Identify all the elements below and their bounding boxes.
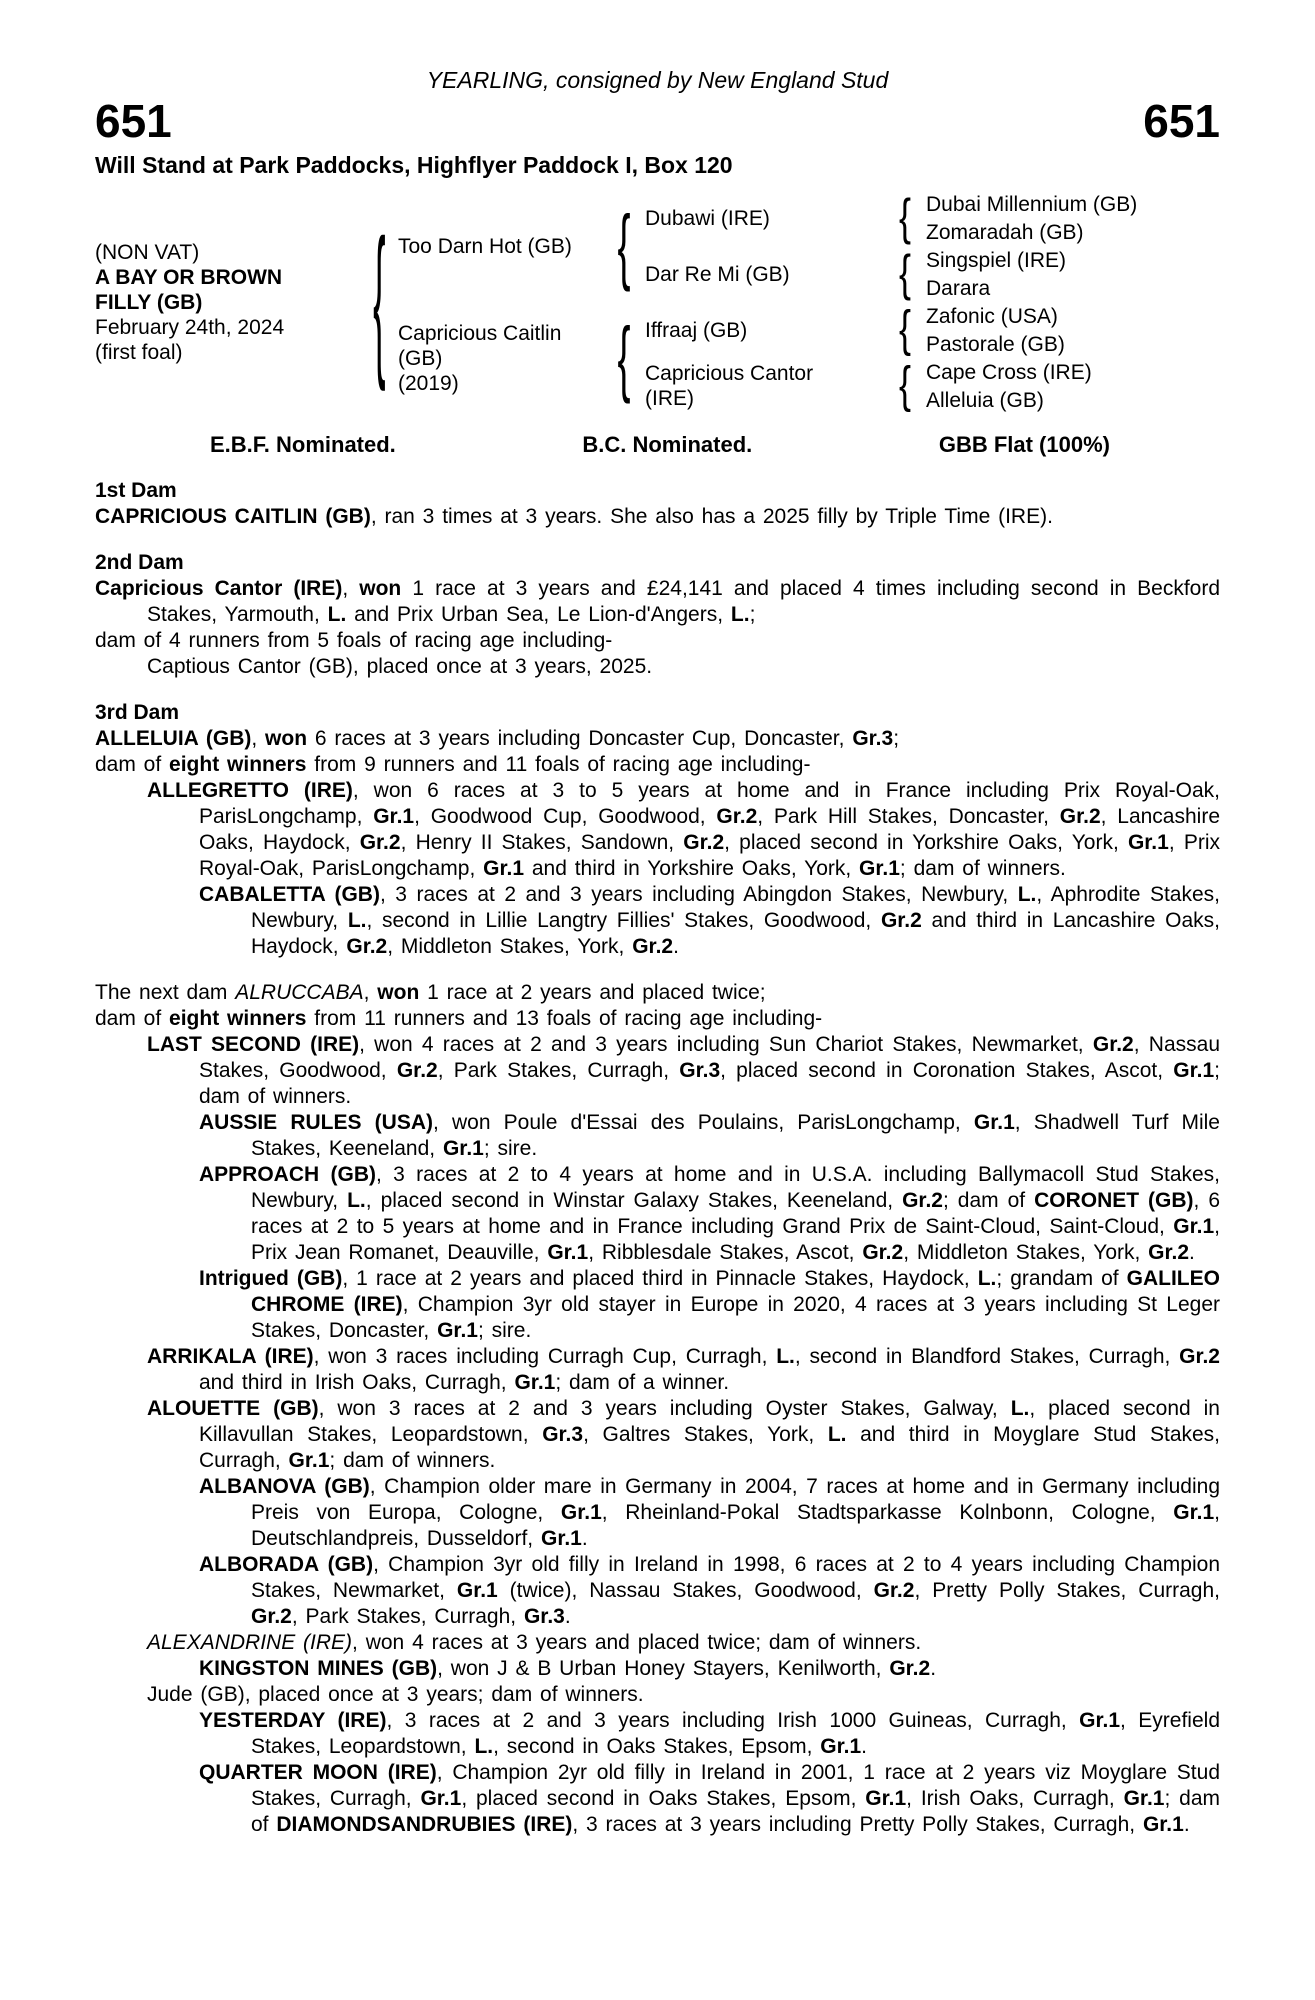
great-grandparent-5: Zafonic (USA) bbox=[926, 304, 1058, 328]
pedigree-horse-details bbox=[95, 190, 360, 414]
pedigree-brace-main bbox=[360, 190, 398, 414]
dam-name-line2: (GB) bbox=[398, 346, 443, 370]
sire-dam-name: Dar Re Mi (GB) bbox=[645, 262, 790, 286]
bc-nomination: B.C. Nominated. bbox=[582, 432, 753, 457]
para-captious-cantor: Captious Cantor (GB), placed once at 3 years, 2025. bbox=[147, 655, 653, 678]
lot-number-right: 651 bbox=[1143, 95, 1220, 147]
section-heading-1st-dam: 1st Dam bbox=[95, 479, 177, 502]
great-grandparent-3: Singspiel (IRE) bbox=[926, 248, 1067, 272]
brace-icon bbox=[373, 218, 385, 385]
great-grandparent-6: Pastorale (GB) bbox=[926, 332, 1065, 356]
dam-name-line1: Capricious Caitlin bbox=[398, 321, 562, 345]
para-albanova: ALBANOVA (GB), Champion older mare in Germany in 2004, 7 races at home and in Germany including Preis von Europa, Cologne, Gr.1, Rheinland-Pokal Stadtsparkasse Kolnbonn, Cologne, Gr.1, Deutschlandpreis, Dusseldorf, Gr.1. bbox=[199, 1475, 1221, 1550]
brace-icon bbox=[899, 193, 911, 243]
sire-sire-name: Dubawi (IRE) bbox=[645, 206, 770, 230]
para-yesterday: YESTERDAY (IRE), 3 races at 2 and 3 years including Irish 1000 Guineas, Curragh, Gr.1, Eyrefield Stakes, Leopardstown, L., second in Oaks Stakes, Epsom, Gr.1. bbox=[199, 1709, 1220, 1758]
lot-number-left: 651 bbox=[95, 95, 172, 147]
dam-name bbox=[398, 302, 603, 414]
section-1st-dam bbox=[95, 478, 1220, 530]
gbb-status: GBB Flat (100%) bbox=[938, 432, 1110, 457]
pedigree-brace-sire bbox=[603, 190, 645, 302]
brace-icon bbox=[899, 361, 911, 411]
dam-dam-line2: (IRE) bbox=[645, 387, 694, 410]
foal-note: (first foal) bbox=[95, 340, 183, 364]
pedigree-table bbox=[95, 190, 1220, 414]
para-dam-of-winners-2: dam of eight winners from 11 runners and 13 foals of racing age including- bbox=[95, 1007, 823, 1030]
para-allegretto: ALLEGRETTO (IRE), won 6 races at 3 to 5 years at home and in France including Prix Royal-Oak, ParisLongchamp, Gr.1, Goodwood Cup, Goodwood, Gr.2, Park Hill Stakes, Doncaster, Gr.2, Lancashire Oaks, Haydock, Gr.2, Henry II Stakes, Sandown, Gr.2, placed second in Yorkshire Oaks, York, Gr.1, Prix Royal-Oak, ParisLongchamp, Gr.1 and third in Yorkshire Oaks, York, Gr.1; dam of winners. bbox=[147, 779, 1221, 880]
dam-sire-name: Iffraaj (GB) bbox=[645, 318, 748, 342]
brace-icon bbox=[899, 249, 911, 299]
lot-number-row bbox=[95, 96, 1220, 146]
great-grandparent-7: Cape Cross (IRE) bbox=[926, 360, 1092, 384]
para-alexandrine: ALEXANDRINE (IRE), won 4 races at 3 years and placed twice; dam of winners. bbox=[147, 1631, 922, 1654]
great-grandparent-8: Alleluia (GB) bbox=[926, 388, 1044, 412]
para-alborada: ALBORADA (GB), Champion 3yr old filly in Ireland in 1998, 6 races at 2 to 4 years including Champion Stakes, Newmarket, Gr.1 (twice), Nassau Stakes, Goodwood, Gr.2, Pretty Polly Stakes, Curragh, Gr.2, Park Stakes, Curragh, Gr.3. bbox=[199, 1553, 1220, 1628]
sire-name: Too Darn Hot (GB) bbox=[398, 234, 572, 258]
pedigree-brace-gp4 bbox=[890, 358, 920, 414]
para-dam-of-runners: dam of 4 runners from 5 foals of racing age including- bbox=[95, 629, 613, 652]
brace-icon bbox=[617, 204, 630, 288]
para-alouette: ALOUETTE (GB), won 3 races at 2 and 3 years including Oyster Stakes, Galway, L., placed second in Killavullan Stakes, Leopardstown, Gr.3, Galtres Stakes, York, L. and third in Moyglare Stud Stakes, Curragh, Gr.1; dam of winners. bbox=[147, 1397, 1221, 1472]
great-grandparent-1: Dubai Millennium (GB) bbox=[926, 192, 1138, 216]
para-kingston-mines: KINGSTON MINES (GB), won J & B Urban Honey Stayers, Kenilworth, Gr.2. bbox=[199, 1657, 937, 1680]
para-approach: APPROACH (GB), 3 races at 2 to 4 years at home and in U.S.A. including Ballymacoll Stud Stakes, Newbury, L., placed second in Winstar Galaxy Stakes, Keeneland, Gr.2; dam of CORONET (GB), 6 races at 2 to 5 years at home and in France including Grand Prix de Saint-Cloud, Saint-Cloud, Gr.1, Prix Jean Romanet, Deauville, Gr.1, Ribblesdale Stakes, Ascot, Gr.2, Middleton Stakes, York, Gr.2. bbox=[199, 1163, 1221, 1264]
dam-dam-line1: Capricious Cantor bbox=[645, 362, 814, 385]
great-grandparent-2: Zomaradah (GB) bbox=[926, 220, 1084, 244]
para-dam-of-winners-1: dam of eight winners from 9 runners and 11 foals of racing age including- bbox=[95, 753, 811, 776]
horse-description-line2: FILLY (GB) bbox=[95, 290, 203, 314]
great-grandparent-4: Darara bbox=[926, 276, 991, 300]
para-capricious-caitlin: CAPRICIOUS CAITLIN (GB), ran 3 times at 3 years. She also has a 2025 filly by Triple Time (IRE). bbox=[95, 505, 1053, 528]
pedigree-brace-gp3 bbox=[890, 302, 920, 358]
nominations-line bbox=[210, 432, 1110, 458]
pedigree-brace-gp2 bbox=[890, 246, 920, 302]
section-heading-3rd-dam: 3rd Dam bbox=[95, 701, 180, 724]
ebf-nomination: E.B.F. Nominated. bbox=[210, 432, 396, 457]
para-quarter-moon: QUARTER MOON (IRE), Champion 2yr old filly in Ireland in 2001, 1 race at 2 years viz Moyglare Stud Stakes, Curragh, Gr.1, placed second in Oaks Stakes, Epsom, Gr.1, Irish Oaks, Curragh, Gr.1; dam of DIAMONDSANDRUBIES (IRE), 3 races at 3 years including Pretty Polly Stakes, Curragh, Gr.1. bbox=[199, 1761, 1221, 1836]
para-last-second: LAST SECOND (IRE), won 4 races at 2 and 3 years including Sun Chariot Stakes, Newmarket, Gr.2, Nassau Stakes, Goodwood, Gr.2, Park Stakes, Curragh, Gr.3, placed second in Coronation Stakes, Ascot, Gr.1; dam of winners. bbox=[147, 1033, 1220, 1108]
para-alleluia: ALLELUIA (GB), won 6 races at 3 years including Doncaster Cup, Doncaster, Gr.3; bbox=[95, 727, 900, 750]
horse-description-line1: A BAY OR BROWN bbox=[95, 265, 283, 289]
para-jude: Jude (GB), placed once at 3 years; dam of winners. bbox=[147, 1683, 644, 1706]
section-2nd-dam bbox=[95, 550, 1220, 680]
dam-dam-name bbox=[645, 358, 890, 414]
foal-date: February 24th, 2024 bbox=[95, 315, 285, 339]
para-arrikala: ARRIKALA (IRE), won 3 races including Curragh Cup, Curragh, L., second in Blandford Stakes, Curragh, Gr.2 and third in Irish Oaks, Curragh, Gr.1; dam of a winner. bbox=[147, 1345, 1220, 1394]
section-next-dam bbox=[95, 980, 1220, 1838]
dam-name-line3: (2019) bbox=[398, 371, 459, 395]
para-intrigued: Intrigued (GB), 1 race at 2 years and placed third in Pinnacle Stakes, Haydock, L.; grandam of GALILEO CHROME (IRE), Champion 3yr old stayer in Europe in 2020, 4 races at 3 years including St Leger Stakes, Doncaster, Gr.1; sire. bbox=[199, 1267, 1220, 1342]
para-capricious-cantor: Capricious Cantor (IRE), won 1 race at 3 years and £24,141 and placed 4 times including second in Beckford Stakes, Yarmouth, L. and Prix Urban Sea, Le Lion-d'Angers, L.; bbox=[95, 577, 1221, 626]
consignor-line: YEARLING, consigned by New England Stud bbox=[426, 67, 889, 93]
brace-icon bbox=[617, 316, 630, 400]
para-cabaletta: CABALETTA (GB), 3 races at 2 and 3 years including Abingdon Stakes, Newbury, L., Aphrodite Stakes, Newbury, L., second in Lillie Langtry Fillies' Stakes, Goodwood, Gr.2 and third in Lancashire Oaks, Haydock, Gr.2, Middleton Stakes, York, Gr.2. bbox=[199, 883, 1220, 958]
para-aussie-rules: AUSSIE RULES (USA), won Poule d'Essai des Poulains, ParisLongchamp, Gr.1, Shadwell Turf Mile Stakes, Keeneland, Gr.1; sire. bbox=[199, 1111, 1220, 1160]
brace-icon bbox=[899, 305, 911, 355]
section-3rd-dam bbox=[95, 700, 1220, 960]
vat-status: (NON VAT) bbox=[95, 240, 200, 264]
pedigree-brace-dam bbox=[603, 302, 645, 414]
para-alruccaba: The next dam ALRUCCABA, won 1 race at 2 years and placed twice; bbox=[95, 981, 766, 1004]
pedigree-brace-gp1 bbox=[890, 190, 920, 246]
stand-location-line: Will Stand at Park Paddocks, Highflyer Paddock I, Box 120 bbox=[95, 152, 733, 178]
section-heading-2nd-dam: 2nd Dam bbox=[95, 551, 184, 574]
